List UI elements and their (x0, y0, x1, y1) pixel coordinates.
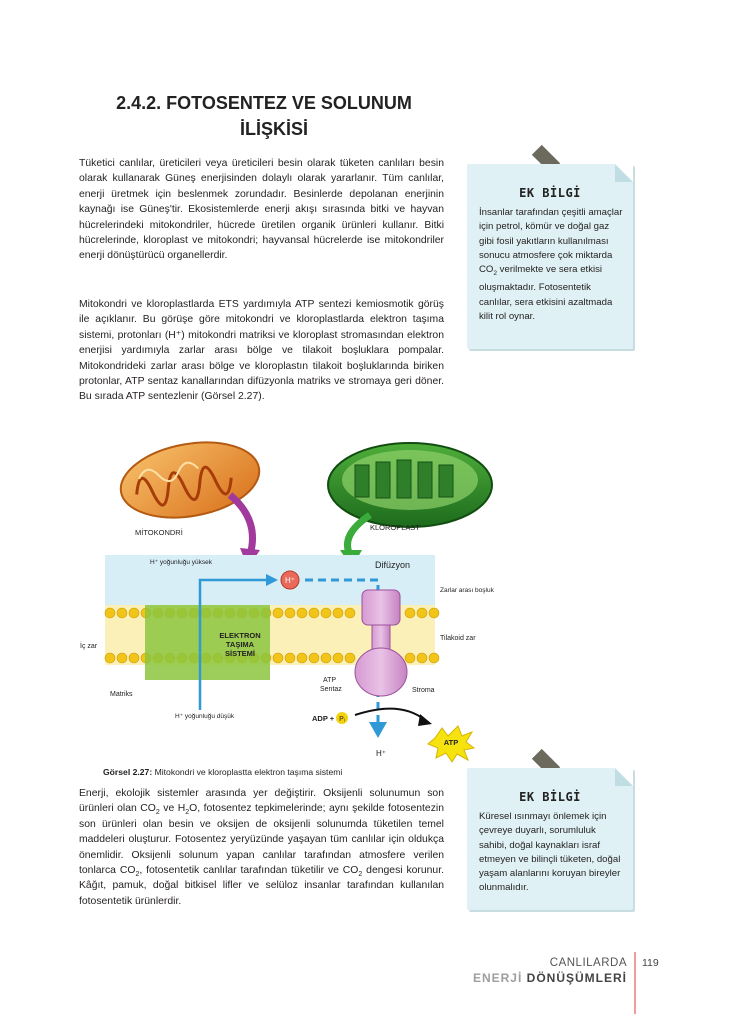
matrix-label: Matriks (110, 691, 133, 698)
page-fold-decoration (615, 164, 633, 182)
footer-unit-line2: ENERJİ DÖNÜŞÜMLERİ (472, 971, 627, 985)
thylakoid-label: Tilakoid zar (440, 635, 476, 642)
atp-label: ATP (443, 738, 459, 747)
proton-circle-label: H⁺ (285, 576, 295, 585)
page-fold-decoration (615, 768, 633, 786)
paragraph-3: Enerji, ekolojik sistemler arasında yer değiştirir. Oksijenli solunumun son ürünleri olan $CO_2$ ve $H_2O$, fotosentez tepkimelerinde; aynı şekilde fotosentezin son ürünleri olan besin ve oksijen de oksijenli solunumda tüketilen temel maddeleri oluşturur. Fotosentez yeryüzünde yaşayan tüm canlılar için oldukça önemlidir. Oksijenli solunum yapan canlılar tarafından atmosfere verilen tonlarca $CO_2$, fotosentetik canlılar tarafından tüketilir ve $CO_2$ dengesi korunur. Kâğıt, pamuk, doğal bitkisel lifler ve selüloz insanlar tarafından kullanılan fotosentetik ürünlerdir. (79, 788, 444, 907)
section-title (0, 90, 528, 142)
phosphate-label: Pᵢ (339, 716, 345, 723)
proton-exit-label: H⁺ (376, 749, 386, 758)
section-title-line1: 2.4.2. FOTOSENTEZ VE SOLUNUM (116, 93, 412, 113)
reaction-arrow-head (418, 714, 432, 726)
paragraph-1: Tüketici canlılar, üreticileri veya üreticileri besin olarak tüketen canlıları besin olarak kullanarak Güneş enerjisinden dolaylı olarak yararlanır. Tüm canlılar, enerji üretmek için beslenmek zorundadır. Besinlerde depolanan enerjinin kaynağı ise Güneş'tir. Ekosistemlerde enerji akışı sırasında bitki ve hayvan hücrelerindeki mitokondriler, hücrede üretilen organik ürünleri kullanır. Bitki hücrelerinde, kloroplast ve mitokondri; hayvansal hücrelerde ise mitokondriler enerji dönüştürücü organellerdir. (79, 158, 444, 262)
atp-synthase-label-1: ATP (323, 677, 337, 684)
ets-label-2: TAŞIMA (225, 640, 255, 649)
diffusion-label: Difüzyon (375, 560, 411, 570)
chloroplast-arrow (348, 515, 371, 555)
section-title-line2: İLİŞKİSİ (239, 119, 308, 139)
adp-label: ADP + (312, 714, 335, 723)
ets-label-1: ELEKTRON (219, 631, 261, 640)
high-h-label: H⁺ yoğunluğu yüksek (150, 559, 212, 566)
info-box-1 (467, 164, 633, 349)
info-box-2 (467, 768, 633, 910)
chloroplast-illustration (328, 443, 492, 527)
stroma-label: Stroma (412, 687, 435, 694)
reaction-arrow (355, 709, 425, 720)
footer-divider (634, 952, 636, 1014)
footer-unit-line1: CANLILARDA (549, 957, 627, 969)
low-h-label: H⁺ yoğunluğu düşük (175, 713, 235, 720)
info-box-1-heading: EK BİLGİ (519, 186, 581, 200)
atp-synthase-label-2: Sentaz (320, 686, 342, 693)
chloroplast-label: KLOROPLAST (370, 523, 421, 532)
diffusion-arrow-head (369, 722, 387, 738)
intermembrane-label: Zarlar arası boşluk (440, 587, 494, 594)
mitochondria-label: MİTOKONDRİ (135, 528, 183, 537)
electron-transport-diagram (80, 440, 520, 765)
info-box-2-text: Küresel ısınmayı önlemek için çevreye duyarlı, sorumluluk sahibi, doğal kaynakları israf etmeyen ve bilinçli tüketen, doğal yaşam alanlarını koruyan bireyler olunmalıdır. (479, 811, 621, 894)
figure-caption: Görsel 2.27: Mitokondri ve kloroplastta elektron taşıma sistemi (103, 767, 343, 777)
info-box-2-heading: EK BİLGİ (519, 790, 581, 804)
page-number: 119 (642, 957, 659, 969)
paragraph-2: Mitokondri ve kloroplastlarda ETS yardımıyla ATP sentezi kemiosmotik görüş ile açıklanır. Bu görüşe göre mitokondri ve kloroplastlarda elektron taşıma sistemi, protonları (H⁺) mitokondri matriksi ve kloroplast stromasından elektron enerjisi yardımıyla zarlar arası bölge ve tilakoit boşluklara pompalar. Mitokondrideki zarlar arası bölge ve kloroplastın tilakoit boşluklarında biriken protonlar, ATP sentaz kanallarından difüzyonla matriks ve stromaya geri döner. Bu sırada ATP sentezlenir (Görsel 2.27). (79, 299, 444, 403)
info-box-1-text: İnsanlar tarafından çeşitli amaçlar için petrol, kömür ve doğal gaz gibi fosil yakıtların kullanılması sonucu atmosfere çok miktarda $CO_2$ verilmekte ve sera etkisi oluşmaktadır. Fotosentetik canlılar, sera etkisini azaltmada kilit rol oynar. (479, 207, 623, 322)
inner-membrane-label: İç zar (80, 643, 98, 650)
ets-label-3: SİSTEMİ (224, 649, 256, 658)
